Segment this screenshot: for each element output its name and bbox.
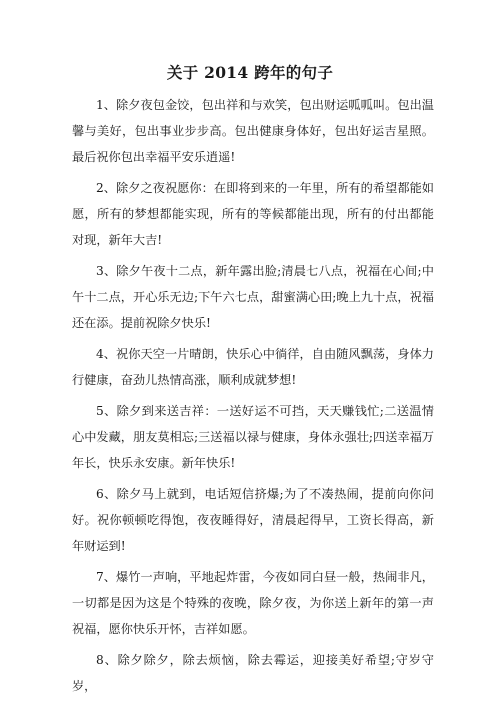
paragraph-1: 1、除夕夜包金饺，包出祥和与欢笑，包出财运呱呱叫。包出温馨与美好，包出事业步步高。包出健康身体好，包出好运吉星照。最后祝你包出幸福平安乐逍遥! bbox=[72, 98, 434, 164]
paragraph-6: 6、除夕马上就到，电话短信挤爆;为了不凑热闹，提前向你问好。祝你顿顿吃得饱，夜夜睡得好，清晨起得早，工资长得高，新年财运到! bbox=[72, 487, 434, 553]
paragraph-5: 5、除夕到来送吉祥：一送好运不可挡，天天赚钱忙;二送温情心中发藏，朋友莫相忘;三送福以禄与健康，身体永强壮;四送幸福万年长，快乐永安康。新年快乐! bbox=[72, 404, 434, 470]
paragraph-3: 3、除夕午夜十二点，新年露出脸;清晨七八点，祝福在心间;中午十二点，开心乐无边;下午六七点，甜蜜满心田;晚上九十点，祝福还在添。提前祝除夕快乐! bbox=[72, 264, 434, 330]
paragraph-8: 8、除夕除夕，除去烦恼，除去霉运，迎接美好希望;守岁守岁， bbox=[72, 653, 434, 693]
paragraph-7: 7、爆竹一声响，平地起炸雷，今夜如同白昼一般，热闹非凡，一切都是因为这是个特殊的夜晚，除夕夜，为你送上新年的第一声祝福，愿你快乐开怀，吉祥如愿。 bbox=[72, 570, 434, 636]
document-body bbox=[72, 92, 434, 704]
paragraph-4: 4、祝你天空一片晴朗，快乐心中徜徉，自由随风飘荡，身体力行健康，奋劲儿热情高涨，顺利成就梦想! bbox=[72, 347, 434, 387]
paragraph-2: 2、除夕之夜祝愿你：在即将到来的一年里，所有的希望都能如愿，所有的梦想都能实现，所有的等候都能出现，所有的付出都能对现，新年大吉! bbox=[72, 181, 434, 247]
document-title: 关于 2014 跨年的句子 bbox=[166, 63, 334, 82]
